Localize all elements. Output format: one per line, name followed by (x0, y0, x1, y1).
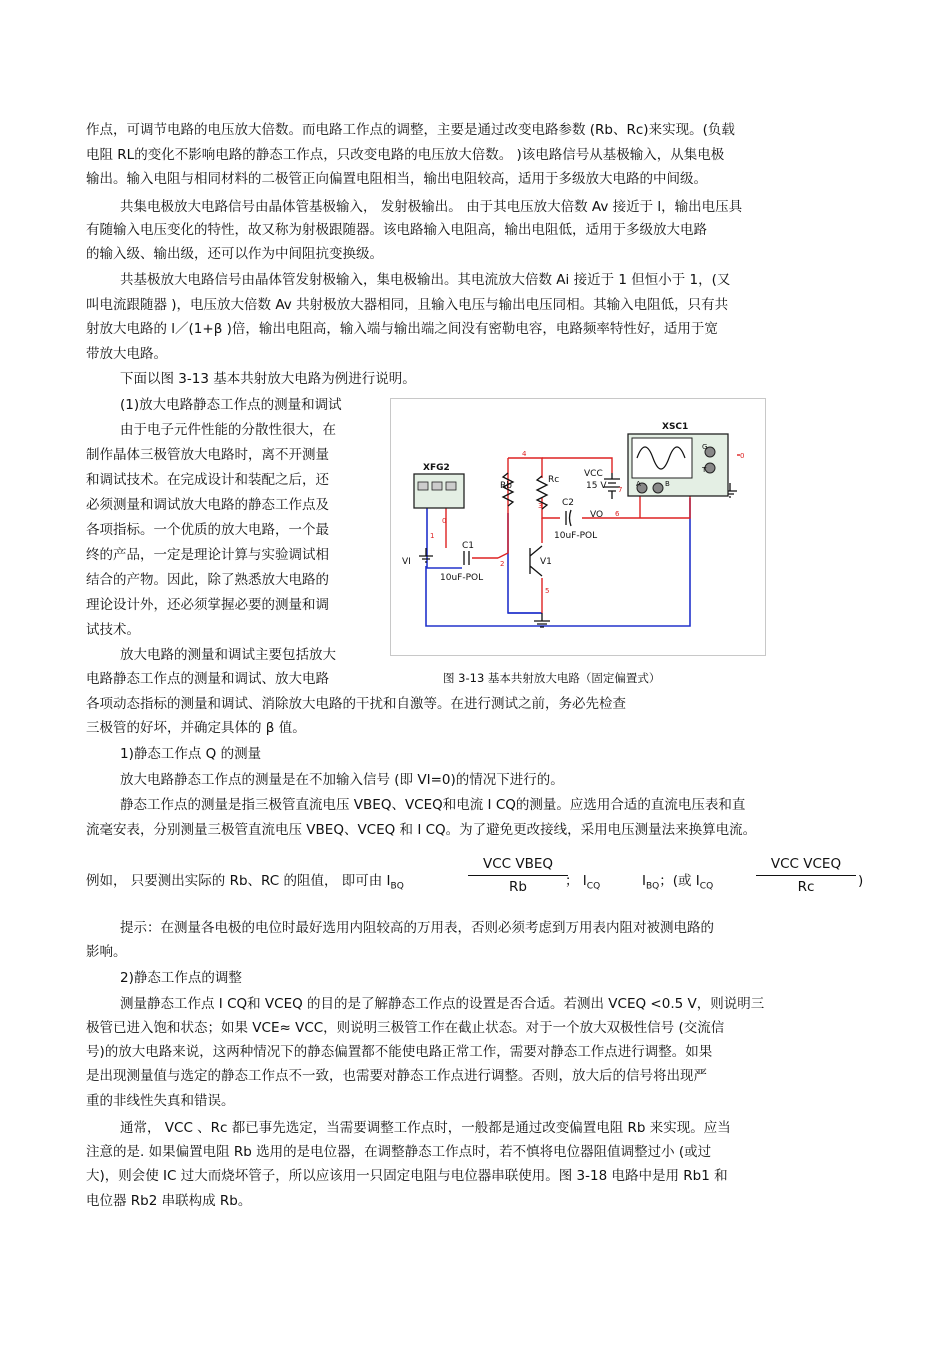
scope-a-label: A (636, 480, 641, 488)
paragraph-line: 1)静态工作点 Q 的测量 (120, 746, 262, 762)
rc-label: Rc (548, 475, 560, 485)
paragraph-line: 测量静态工作点 I CQ和 VCEQ 的目的是了解静态工作点的设置是否合适。若测出 VCEQ <0.5 V，则说明三 (120, 996, 765, 1012)
paragraph-line: 2)静态工作点的调整 (120, 970, 242, 986)
xfg2-label: XFG2 (423, 463, 450, 473)
vcc-value: 15 V (586, 481, 607, 491)
fraction-denominator: Rc (797, 879, 815, 895)
paragraph-line: 电阻 RL的变化不影响电路的静态工作点，只改变电路的电压放大倍数。 )该电路信号从基极输入，从集电极 (86, 147, 725, 163)
node-label: 7 (618, 486, 623, 494)
paragraph-line: 试技术。 (86, 622, 140, 638)
c2-value: 10uF-POL (554, 531, 598, 541)
paragraph-line: 各项指标。一个优质的放大电路，一个最 (86, 522, 329, 538)
formula-mid: $I_{BQ}$；(或 $I_{CQ}$ (642, 873, 714, 892)
formula-prefix: 例如， 只要测出实际的 Rb、RC 的阻值， 即可由 $I_{BQ}$ (86, 873, 404, 892)
vcc-label: VCC (584, 469, 603, 479)
c1-value: 10uF-POL (440, 573, 484, 583)
v1-label: V1 (540, 557, 552, 567)
node-label: 2 (500, 560, 505, 568)
paragraph-line: 重的非线性失真和错误。 (86, 1093, 235, 1109)
scope-t-label: T (702, 466, 707, 474)
vo-label: VO (590, 510, 604, 520)
paragraph-line: 射放大电路的 l／(1+β )倍，输出电阻高，输入端与输出端之间没有密勒电容，电路频率特性好，适用于宽 (86, 321, 718, 337)
scope-screen (632, 438, 692, 478)
paragraph-line: 大)，则会使 IC 过大而烧坏管子，所以应该用一只固定电阻与电位器串联使用。图 3-18 电路中是用 Rb1 和 (86, 1168, 728, 1184)
xfg2-generator (414, 474, 464, 508)
paragraph-line: 号)的放大电路来说，这两种情况下的静态偏置都不能使电路正常工作，需要对静态工作点进行调整。如果 (86, 1044, 713, 1060)
scope-terminal (653, 483, 663, 493)
xfg2-knob (418, 482, 428, 490)
node-label: 1 (430, 532, 435, 540)
paragraph-line: 流毫安表，分别测量三极管直流电压 VBEQ、VCEQ 和 I CQ。为了避免更改接线，采用电压测量法来换算电流。 (86, 822, 757, 838)
paragraph-line: 注意的是. 如果偏置电阻 Rb 选用的是电位器，在调整静态工作点时，若不慎将电位器阻值调整过小 (或过 (86, 1144, 712, 1160)
paragraph-line: 是出现测量值与选定的静态工作点不一致，也需要对静态工作点进行调整。否则，放大后的信号将出现严 (86, 1068, 707, 1084)
scope-terminal (705, 463, 715, 473)
formula-sep: ； $I_{CQ}$ (565, 873, 601, 892)
node-label: 3 (538, 502, 543, 510)
paragraph-line: 通常， VCC 、Rc 都已事先选定，当需要调整工作点时，一般都是通过改变偏置电阻 Rb 来实现。应当 (120, 1120, 731, 1136)
formula-close: ) (858, 873, 864, 889)
node-label: 4 (522, 450, 527, 458)
paragraph-line: 结合的产物。因此，除了熟悉放大电路的 (86, 572, 329, 588)
paragraph-line: 的输入级、输出级，还可以作为中间阻抗变换级。 (86, 246, 383, 262)
paragraph-line: 叫电流跟随器 )，电压放大倍数 Av 共射极放大器相同，且输入电压与输出电压同相。其输入电阻低，只有共 (86, 297, 729, 313)
rb-label: Rb (500, 481, 512, 491)
paragraph-line: 和调试技术。在完成设计和装配之后，还 (86, 472, 329, 488)
paragraph-line: 有随输入电压变化的特性，故又称为射极跟随器。该电路输入电阻高，输出电阻低，适用于多级放大电路 (86, 222, 707, 238)
paragraph-line: 电位器 Rb2 串联构成 Rb。 (86, 1193, 252, 1209)
c2-label: C2 (562, 498, 575, 508)
figure-caption: 图 3-13 基本共射放大电路（固定偏置式） (443, 671, 661, 685)
fraction-denominator: Rb (509, 879, 527, 895)
paragraph-line: 下面以图 3-13 基本共射放大电路为例进行说明。 (120, 371, 416, 387)
xfg2-knob (446, 482, 456, 490)
paragraph-line: 三极管的好坏，并确定具体的 β 值。 (86, 720, 306, 736)
paragraph-line: 制作晶体三极管放大电路时，离不开测量 (86, 447, 329, 463)
xsc1-label: XSC1 (662, 422, 689, 432)
paragraph-line: 各项动态指标的测量和调试、消除放大电路的干扰和自激等。在进行测试之前，务必先检查 (86, 696, 626, 712)
paragraph-line: 作点，可调节电路的电压放大倍数。而电路工作点的调整，主要是通过改变电路参数 (Rb、Rc)来实现。(负载 (86, 122, 735, 138)
scope-b-label: B (665, 480, 670, 488)
node-label: 0 (442, 517, 447, 525)
paragraph-line: 终的产品，一定是理论计算与实验调试相 (86, 547, 329, 563)
paragraph-line: 电路静态工作点的测量和调试、放大电路 (86, 671, 329, 687)
circuit-diagram (390, 398, 766, 656)
vi-label: VI (402, 557, 411, 567)
xfg2-knob (432, 482, 442, 490)
fraction-icq (756, 856, 856, 895)
paragraph-line: 由于电子元件性能的分散性很大，在 (120, 422, 336, 438)
paragraph-line: 放大电路的测量和调试主要包括放大 (120, 647, 336, 663)
fraction-numerator: VCC VCEQ (756, 856, 856, 876)
fraction-ibq (468, 856, 568, 895)
paragraph-line: 输出。输入电阻与相同材料的二极管正向偏置电阻相当，输出电阻较高，适用于多级放大电路的中间级。 (86, 171, 707, 187)
paragraph-line: (1)放大电路静态工作点的测量和调试 (120, 397, 342, 413)
scope-g-label: G (702, 443, 708, 451)
paragraph-line: 放大电路静态工作点的测量是在不加输入信号 (即 VI=0)的情况下进行的。 (120, 772, 564, 788)
paragraph-line: 共基极放大电路信号由晶体管发射极输入，集电极输出。其电流放大倍数 Ai 接近于 1 但恒小于 1，(又 (120, 272, 731, 288)
c1-label: C1 (462, 541, 475, 551)
paragraph-line: 静态工作点的测量是指三极管直流电压 VBEQ、VCEQ和电流 I CQ的测量。应选用合适的直流电压表和直 (120, 797, 746, 813)
node-label: 0 (740, 452, 745, 460)
paragraph-line: 带放大电路。 (86, 346, 167, 362)
paragraph-line: 极管已进入饱和状态；如果 VCE≈ VCC，则说明三极管工作在截止状态。对于一个放大双极性信号 (交流信 (86, 1020, 725, 1036)
node-label: 5 (545, 587, 550, 595)
paragraph-line: 提示：在测量各电极的电位时最好选用内阻较高的万用表，否则必须考虑到万用表内阻对被测电路的 (120, 920, 714, 936)
node-label: 6 (615, 510, 620, 518)
paragraph-line: 必须测量和调试放大电路的静态工作点及 (86, 497, 329, 513)
paragraph-line: 共集电极放大电路信号由晶体管基极输入， 发射极输出。 由于其电压放大倍数 Av 接近于 l，输出电压具 (120, 199, 743, 215)
paragraph-line: 影响。 (86, 944, 127, 960)
fraction-numerator: VCC VBEQ (468, 856, 568, 876)
paragraph-line: 理论设计外，还必须掌握必要的测量和调 (86, 597, 329, 613)
